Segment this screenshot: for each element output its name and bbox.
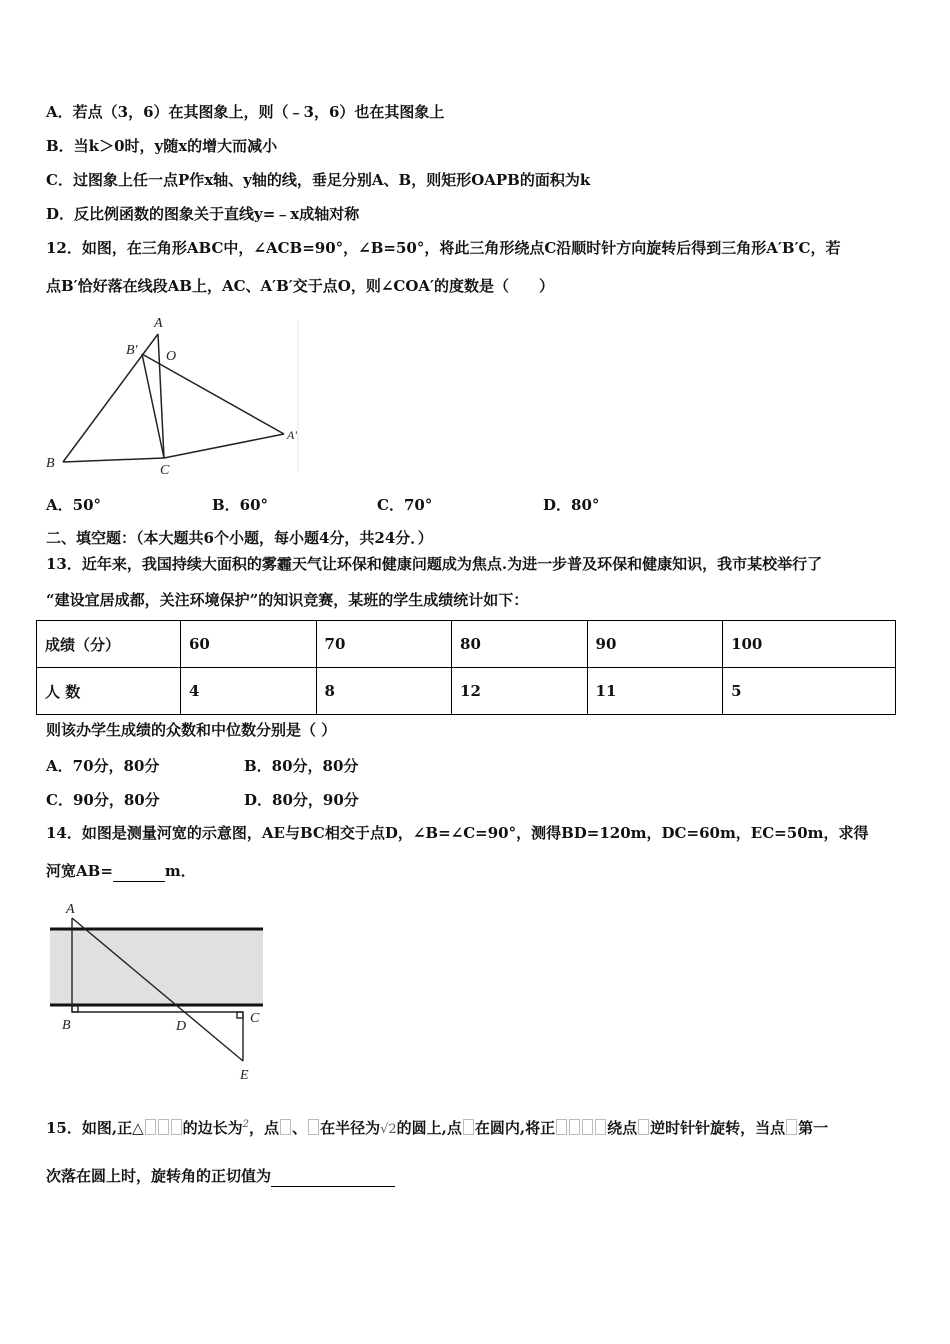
q15-text: 的边长为 xyxy=(182,1119,243,1137)
missing-glyph-icon xyxy=(582,1119,593,1135)
q12-option-a: A．50° xyxy=(46,496,102,514)
score-table xyxy=(36,620,896,715)
table-cell: 12 xyxy=(452,668,588,715)
table-cell: 成绩（分） xyxy=(37,621,181,668)
sqrt-two: √2 xyxy=(380,1122,397,1137)
q14-stem-line2 xyxy=(46,861,196,882)
section-heading-fill-in: 二、填空题：（本大题共6个小题，每小题4分，共24分．） xyxy=(46,529,433,547)
right-angle-c xyxy=(237,1012,243,1018)
table-cell: 人 数 xyxy=(37,668,181,715)
table-cell: 80 xyxy=(452,621,588,668)
q15-text: 的圆上,点 xyxy=(396,1119,462,1137)
q11-option-d: D．反比例函数的图象关于直线y=﹣x成轴对称 xyxy=(46,205,360,223)
superscript-two: 2 xyxy=(242,1119,250,1130)
missing-glyph-icon xyxy=(638,1119,649,1135)
q13-stem-line1: 13．近年来，我国持续大面积的雾霾天气让环保和健康问题成为焦点.为进一步普及环保和健康知识，我市某校举行了 xyxy=(46,555,823,573)
label-a: A xyxy=(66,902,75,917)
segment-c-a-prime xyxy=(164,434,284,458)
q13-option-a: A．70分，80分 xyxy=(46,757,160,775)
table-cell: 60 xyxy=(181,621,317,668)
missing-glyph-icon xyxy=(463,1119,474,1135)
table-cell: 5 xyxy=(723,668,896,715)
q13-option-c: C．90分，80分 xyxy=(46,791,160,809)
q15-text: 、 xyxy=(292,1119,308,1137)
missing-glyph-icon xyxy=(308,1119,319,1135)
label-b-prime: B' xyxy=(126,343,138,358)
label-c: C xyxy=(160,463,170,478)
q15-text: 在半径为 xyxy=(320,1119,381,1137)
table-cell: 11 xyxy=(587,668,723,715)
q12-option-c: C．70° xyxy=(377,496,433,514)
missing-glyph-icon xyxy=(158,1119,169,1135)
q11-option-c: C．过图象上任一点P作x轴、y轴的线，垂足分别A、B，则矩形OAPB的面积为k xyxy=(46,171,591,189)
label-o: O xyxy=(166,349,177,364)
answer-blank xyxy=(113,861,165,882)
table-row xyxy=(37,668,896,715)
q15-text: 在圆内,将正 xyxy=(474,1119,556,1137)
table-cell: 4 xyxy=(181,668,317,715)
q15-text: 绕点 xyxy=(607,1119,638,1137)
missing-glyph-icon xyxy=(280,1119,291,1135)
label-a-prime: A' xyxy=(287,428,297,442)
segment-ba xyxy=(63,334,158,462)
segment-ac xyxy=(158,334,164,458)
q15-stem-line2 xyxy=(46,1166,395,1187)
missing-glyph-icon xyxy=(171,1119,182,1135)
q14-text-pre: 河宽AB= xyxy=(46,862,113,880)
q12-option-d: D．80° xyxy=(543,496,600,514)
missing-glyph-icon xyxy=(786,1119,797,1135)
q12-option-b: B．60° xyxy=(212,496,269,514)
q13-question: 则该办学生成绩的众数和中位数分别是（ ） xyxy=(46,721,337,739)
table-row xyxy=(37,621,896,668)
q15-text: 15．如图,正△ xyxy=(46,1119,144,1137)
q15-text: ，点 xyxy=(249,1119,280,1137)
label-c: C xyxy=(250,1011,260,1026)
q14-text-post: m． xyxy=(164,862,196,880)
missing-glyph-icon xyxy=(569,1119,580,1135)
label-b: B xyxy=(62,1018,71,1033)
q13-option-b: B．80分，80分 xyxy=(244,757,359,775)
q15-stem-line1 xyxy=(46,1115,828,1140)
q11-option-a: A．若点（3，6）在其图象上，则（﹣3，6）也在其图象上 xyxy=(46,103,445,121)
segment-b-prime-c xyxy=(142,354,164,458)
q14-river-figure xyxy=(40,896,280,1091)
q11-option-b: B．当k＞0时，y随x的增大而减小 xyxy=(46,137,278,155)
label-b: B xyxy=(46,456,55,471)
river-band xyxy=(50,929,263,1005)
label-d: D xyxy=(176,1019,187,1034)
q15-text: 逆时针针旋转，当点 xyxy=(650,1119,786,1137)
answer-blank xyxy=(271,1166,395,1187)
q13-stem-line2: “建设宜居成都，关注环境保护”的知识竞赛，某班的学生成绩统计如下： xyxy=(46,591,529,609)
q12-stem-line2: 点B′恰好落在线段AB上，AC、A′B′交于点O，则∠COA′的度数是（ ） xyxy=(46,277,554,295)
label-e: E xyxy=(240,1068,249,1083)
q14-stem-line1: 14．如图是测量河宽的示意图，AE与BC相交于点D，∠B=∠C=90°，测得BD=120m，DC=60m，EC=50m，求得 xyxy=(46,824,869,842)
label-a: A xyxy=(154,316,163,331)
missing-glyph-icon xyxy=(145,1119,156,1135)
missing-glyph-icon xyxy=(595,1119,606,1135)
missing-glyph-icon xyxy=(556,1119,567,1135)
q15-text: 第一 xyxy=(798,1119,829,1137)
q12-triangle-figure xyxy=(40,312,310,482)
q15-text: 次落在圆上时，旋转角的正切值为 xyxy=(46,1167,272,1185)
table-cell: 8 xyxy=(316,668,452,715)
q12-stem-line1: 12．如图，在三角形ABC中，∠ACB=90°，∠B=50°，将此三角形绕点C沿顺时针方向旋转后得到三角形A′B′C，若 xyxy=(46,239,841,257)
right-angle-b xyxy=(72,1006,78,1012)
table-cell: 100 xyxy=(723,621,896,668)
segment-b-prime-a-prime xyxy=(142,354,284,434)
table-cell: 70 xyxy=(316,621,452,668)
table-cell: 90 xyxy=(587,621,723,668)
segment-bc xyxy=(63,458,164,462)
q13-option-d: D．80分，90分 xyxy=(244,791,359,809)
